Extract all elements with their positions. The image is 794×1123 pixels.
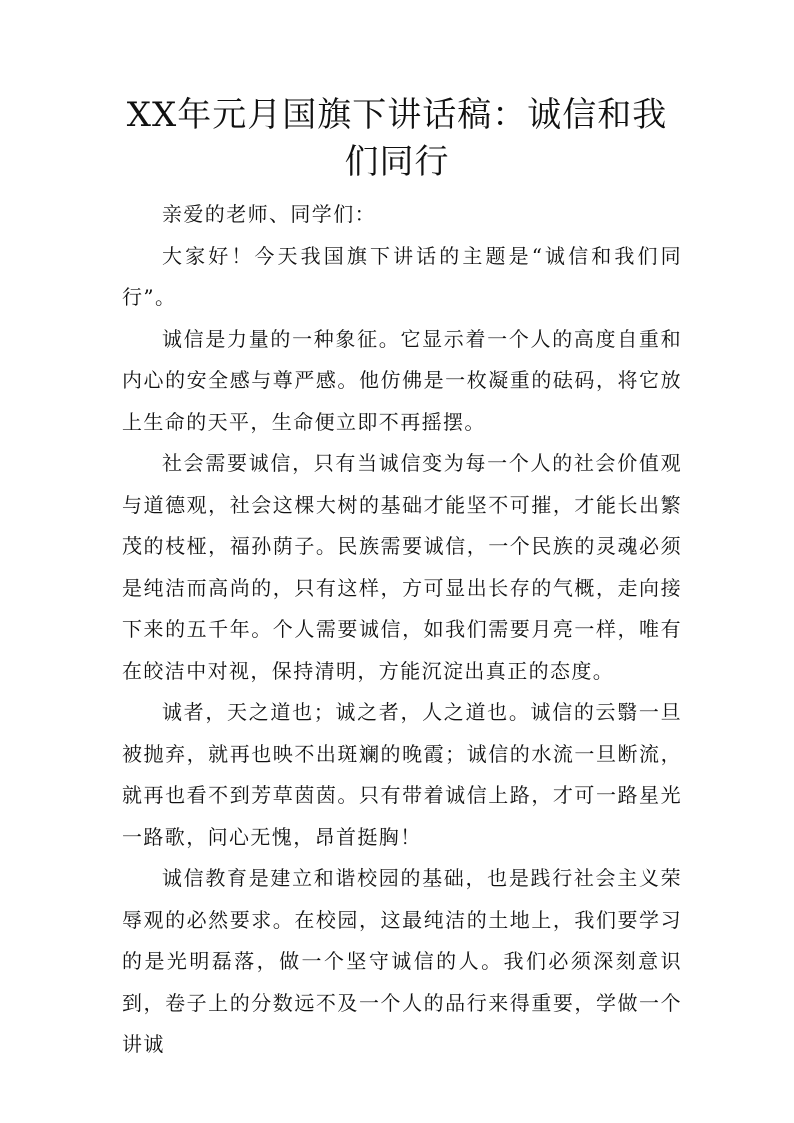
paragraph-greeting: 大家好！今天我国旗下讲话的主题是“诚信和我们同行”。: [122, 243, 682, 309]
paragraph-way-of-heaven: 诚者，天之道也；诚之者，人之道也。诚信的云翳一旦被抛弃，就再也映不出斑斓的晚霞；诚信的水流一旦断流，就再也看不到芳草茵茵。只有带着诚信上路，才可一路星光一路歌，问心无愧，昂首挺胸！: [122, 700, 682, 849]
paragraph-salutation: 亲爱的老师、同学们：: [162, 202, 376, 226]
paragraph-society-needs: 社会需要诚信，只有当诚信变为每一个人的社会价值观与道德观，社会这棵大树的基础才能坚不可摧，才能长出繁茂的枝桠，福孙荫子。民族需要诚信，一个民族的灵魂必须是纯洁而高尚的，只有这样，方可显出长存的气概，走向接下来的五千年。个人需要诚信，如我们需要月亮一样，唯有在皎洁中对视，保持清明，方能沉淀出真正的态度。: [122, 451, 682, 683]
paragraph-integrity-symbol: 诚信是力量的一种象征。它显示着一个人的高度自重和内心的安全感与尊严感。他仿佛是一枚凝重的砝码，将它放上生命的天平，生命便立即不再摇摆。: [122, 326, 682, 434]
paragraph-education: 诚信教育是建立和谐校园的基础，也是践行社会主义荣辱观的必然要求。在校园，这最纯洁的土地上，我们要学习的是光明磊落，做一个坚守诚信的人。我们必须深刻意识到，卷子上的分数远不及一个人的品行来得重要，学做一个讲诚: [122, 866, 682, 1056]
document-body: [122, 194, 682, 1066]
document-title: XX年元月国旗下讲话稿：诚信和我们同行: [126, 95, 668, 182]
